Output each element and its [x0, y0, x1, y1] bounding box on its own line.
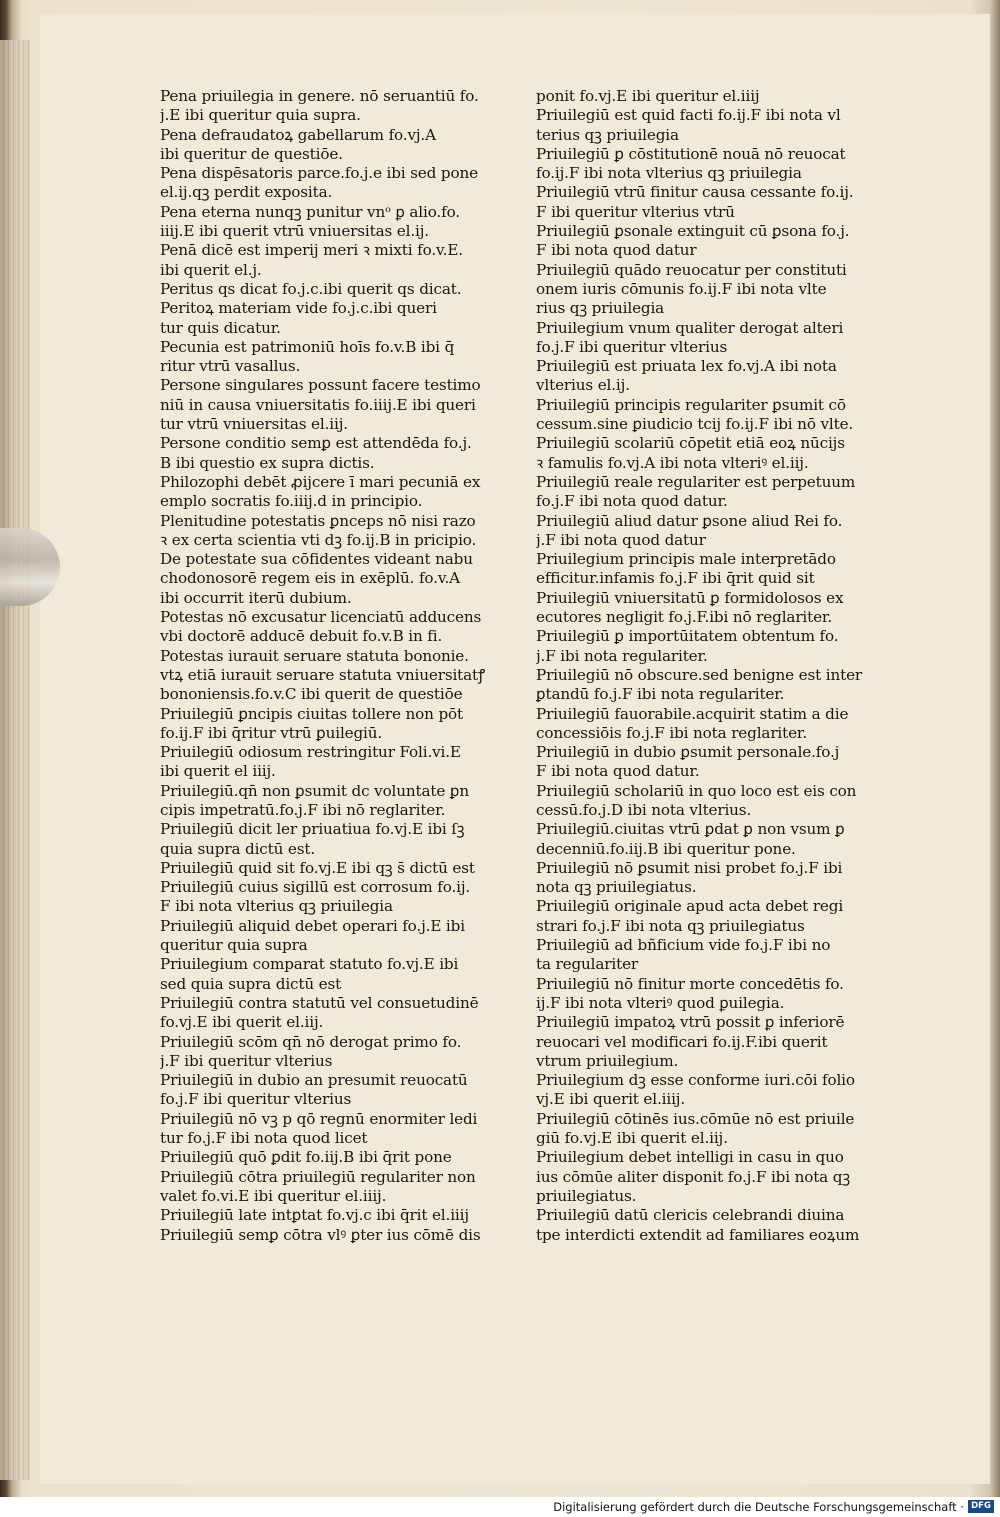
text-line: vtꝝ etiā iurauit seruare statuta vniuersitatꝭ [160, 665, 486, 684]
text-line: priuilegiatus. [536, 1186, 637, 1205]
text-line: niū in causa vniuersitatis fo.iiij.E ibi queri [160, 395, 476, 414]
text-line: Peritoꝝ materiam vide fo.j.c.ibi queri [160, 299, 437, 318]
text-line: tur quis dicatur. [160, 318, 281, 337]
text-line: Pena eterna nunqꝫ punitur vnᵒ ꝑ alio.fo. [160, 202, 460, 221]
text-line: reuocari vel modificari fo.ij.F.ibi querit [536, 1032, 828, 1051]
text-line: Priuilegiū ꝑncipis ciuitas tollere non pōt [160, 704, 464, 723]
text-line: Priuilegiū nō finitur morte concedētis fo. [536, 974, 844, 993]
text-line: Philozophi debēt ꝓijcere ī mari pecuniā ex [160, 472, 481, 491]
text-line: Priuilegiū in dubio an presumit reuocatū [160, 1071, 468, 1090]
text-line: j.F ibi nota quod datur [536, 530, 706, 549]
text-line: ibi querit el.j. [160, 260, 262, 279]
text-line: B ibi questio ex supra dictis. [160, 453, 375, 472]
text-line: Priuilegiū datū clericis celebrandi diuina [536, 1206, 845, 1225]
text-line: fo.ij.F ibi q̄ritur vtrū ꝑuilegiū. [160, 723, 383, 742]
text-line: nota qꝫ priuilegiatus. [536, 878, 697, 897]
text-line: fo.j.F ibi nota quod datur. [536, 492, 728, 511]
text-line: decenniū.fo.iij.B ibi queritur pone. [536, 839, 796, 858]
text-line: Priuilegiū scolariū cōpetit etiā eoꝝ nūcijs [536, 434, 845, 453]
text-line: Persone singulares possunt facere testimo [160, 376, 481, 395]
text-line: fo.vj.E ibi querit el.iij. [160, 1013, 324, 1032]
text-line: Priuilegiū ꝑsonale extinguit cū ꝑsona fo.j. [536, 222, 850, 241]
text-line: Priuilegiū quō ꝑdit fo.iij.B ibi q̄rit pone [160, 1148, 452, 1167]
text-line: Priuilegiū cuius sigillū est corrosum fo.ij. [160, 878, 471, 897]
text-line: rius qꝫ priuilegia [536, 299, 665, 318]
text-line: Penā dicē est imperij meri ꝛ mixti fo.v.E. [160, 241, 463, 260]
text-line: ibi occurrit iterū dubium. [160, 588, 352, 607]
text-line: Priuilegiū ad bñficium vide fo.j.F ibi no [536, 936, 831, 955]
text-line: Priuilegium principis male interpretādo [536, 550, 836, 569]
text-line: ecutores negligit fo.j.F.ibi nō reglariter. [536, 608, 833, 627]
text-line: Priuilegiū cōtra priuilegiū regulariter non [160, 1167, 476, 1186]
text-line: vlterius el.ij. [536, 376, 630, 395]
text-line: ponit fo.vj.E ibi queritur el.iiij [536, 87, 760, 105]
text-line: ꝛ ex certa scientia vti dꝫ fo.ij.B in pricipio. [160, 530, 477, 549]
text-line: iiij.E ibi querit vtrū vniuersitas el.ij. [160, 222, 429, 241]
text-line: tur fo.j.F ibi nota quod licet [160, 1129, 368, 1148]
text-line: Priuilegiū dicit ler priuatiua fo.vj.E ibi ſꝫ [160, 820, 465, 839]
text-line: tur vtrū vniuersitas el.iij. [160, 415, 348, 434]
text-line: sed quia supra dictū est [160, 974, 342, 993]
text-line: emplo socratis fo.iiij.d in principio. [160, 492, 423, 511]
text-line: ta regulariter [536, 955, 639, 974]
text-line: cipis impetratū.fo.j.F ibi nō reglariter. [160, 800, 446, 819]
text-line: Priuilegiū nō obscure.sed benigne est inter [536, 665, 863, 684]
text-line: Priuilegiū nō vꝫ p qō regnū enormiter ledi [160, 1109, 478, 1128]
text-line: Priuilegiū ꝑ cōstitutionē nouā nō reuocat [536, 144, 846, 163]
text-line: terius qꝫ priuilegia [536, 125, 679, 144]
text-line: Plenitudine potestatis ꝑnceps nō nisi razo [160, 511, 476, 530]
text-line: Potestas iurauit seruare statuta bononie. [160, 646, 469, 665]
text-line: cessum.sine ꝑiudicio tcij fo.ij.F ibi nō vlte. [536, 415, 854, 434]
footer-bar [0, 1497, 1000, 1517]
text-line: ius cōmūe aliter disponit fo.j.F ibi nota qꝫ [536, 1167, 850, 1186]
text-line: bononiensis.fo.v.C ibi querit de questiōe [160, 685, 463, 704]
text-line: Priuilegiū reale regulariter est perpetuum [536, 472, 856, 491]
text-line: Priuilegiū principis regulariter ꝑsumit cō [536, 395, 846, 414]
book-page [40, 14, 990, 1484]
text-line: Priuilegiū ꝑ importūitatem obtentum fo. [536, 627, 839, 646]
text-line: quia supra dictū est. [160, 839, 316, 858]
text-line: Priuilegiū.ciuitas vtrū ꝑdat ꝑ non vsum ꝑ [536, 820, 845, 839]
text-line: F ibi queritur vlterius vtrū [536, 202, 735, 221]
text-line: Priuilegiū est priuata lex fo.vj.A ibi nota [536, 357, 837, 376]
dfg-logo: DFG [968, 1500, 994, 1513]
text-line: tpe interdicti extendit ad familiares eoꝝum [536, 1225, 860, 1244]
text-line: Priuilegium comparat statuto fo.vj.E ibi [160, 955, 459, 974]
text-line: ibi queritur de questiōe. [160, 144, 343, 163]
text-line: ij.F ibi nota vlteriꝰ quod ꝑuilegia. [536, 993, 785, 1012]
text-line: De potestate sua cōfidentes videant nabu [160, 550, 473, 569]
text-line: cessū.fo.j.D ibi nota vlterius. [536, 800, 752, 819]
text-line: Priuilegiū impatoꝝ vtrū possit ꝑ inferiorē [536, 1013, 845, 1032]
text-line: Pecunia est patrimoniū hoīs fo.v.B ibi q̄ [160, 337, 455, 356]
left-text-column [160, 87, 505, 1245]
text-line: strari fo.j.F ibi nota qꝫ priuilegiatus [536, 916, 805, 935]
text-line: vj.E ibi querit el.iiij. [536, 1090, 686, 1109]
text-line: Priuilegiū nō ꝑsumit nisi probet fo.j.F ibi [536, 858, 843, 877]
text-line: efficitur.infamis fo.j.F ibi q̄rit quid sit [536, 569, 815, 588]
text-line: ritur vtrū vasallus. [160, 357, 301, 376]
page-edges [0, 40, 30, 1480]
text-line: ꝛ famulis fo.vj.A ibi nota vlteriꝰ el.iij. [536, 453, 809, 472]
text-line: j.E ibi queritur quia supra. [160, 106, 361, 125]
text-line: queritur quia supra [160, 936, 308, 955]
footer-credit: Digitalisierung gefördert durch die Deutsche Forschungsgemeinschaft · [553, 1500, 964, 1514]
text-line: j.F ibi queritur vlterius [160, 1051, 333, 1070]
text-line: vtrum priuilegium. [536, 1051, 679, 1070]
text-line: el.ij.qꝫ perdit exposita. [160, 183, 333, 202]
text-line: vbi doctorē adducē debuit fo.v.B in fi. [160, 627, 443, 646]
text-line: ꝑtandū fo.j.F ibi nota regulariter. [536, 685, 785, 704]
text-line: F ibi nota vlterius qꝫ priuilegia [160, 897, 393, 916]
text-line: fo.j.F ibi queritur vlterius [536, 337, 728, 356]
text-line: Priuilegium debet intelligi in casu in quo [536, 1148, 844, 1167]
text-line: Priuilegiū vtrū finitur causa cessante fo.ij. [536, 183, 854, 202]
text-line: Priuilegiū quādo reuocatur per constituti [536, 260, 847, 279]
text-line: Priuilegium vnum qualiter derogat alteri [536, 318, 844, 337]
text-line: onem iuris cōmunis fo.ij.F ibi nota vlte [536, 279, 827, 298]
right-text-column [536, 87, 891, 1245]
text-line: Priuilegiū aliud datur ꝑsone aliud Rei fo. [536, 511, 843, 530]
text-line: Priuilegiū originale apud acta debet regi [536, 897, 844, 916]
text-line: Priuilegiū quid sit fo.vj.E ibi qꝫ s̄ dictū est [160, 858, 475, 877]
text-line: Priuilegiū fauorabile.acquirit statim a die [536, 704, 849, 723]
text-line: Priuilegiū contra statutū vel consuetudinē [160, 993, 479, 1012]
text-line: Pena dispēsatoris parce.fo.j.e ibi sed pone [160, 164, 478, 183]
text-line: Priuilegiū late intꝑtat fo.vj.c ibi q̄rit el.iiij [160, 1206, 469, 1225]
text-line: Persone conditio semꝑ est attendēda fo.j. [160, 434, 472, 453]
text-line: Priuilegiū odiosum restringitur Foli.vi.E [160, 743, 461, 762]
text-line: Priuilegiū scholariū in quo loco est eis con [536, 781, 857, 800]
text-line: Priuilegiū vniuersitatū ꝑ formidolosos ex [536, 588, 844, 607]
text-line: concessiōis fo.j.F ibi nota reglariter. [536, 723, 808, 742]
text-line: giū fo.vj.E ibi querit el.iij. [536, 1129, 728, 1148]
text-line: Priuilegiū est quid facti fo.ij.F ibi nota vl [536, 106, 841, 125]
text-line: Priuilegiū aliquid debet operari fo.j.E ibi [160, 916, 465, 935]
text-line: ibi querit el iiij. [160, 762, 276, 781]
text-line: chodonosorē regem eis in exēplū. fo.v.A [160, 569, 460, 588]
text-line: fo.j.F ibi queritur vlterius [160, 1090, 352, 1109]
text-line: j.F ibi nota regulariter. [536, 646, 708, 665]
text-line: Priuilegiū cōtinēs ius.cōmūe nō est priuile [536, 1109, 855, 1128]
text-line: F ibi nota quod datur. [536, 762, 700, 781]
text-line: Priuilegiū scōm qn̄ nō derogat primo fo. [160, 1032, 462, 1051]
text-line: Priuilegium dꝫ esse conforme iuri.cōi folio [536, 1071, 855, 1090]
text-line: fo.ij.F ibi nota vlterius qꝫ priuilegia [536, 164, 802, 183]
text-line: Priuilegiū in dubio ꝑsumit personale.fo.j [536, 743, 840, 762]
text-line: Priuilegiū.qn̄ non ꝑsumit dc voluntate ꝑn [160, 781, 469, 800]
text-line: Pena defraudatoꝝ gabellarum fo.vj.A [160, 125, 436, 144]
text-line: Potestas nō excusatur licenciatū adducens [160, 608, 482, 627]
text-line: F ibi nota quod datur [536, 241, 697, 260]
text-line: Peritus qs dicat fo.j.c.ibi querit qs dicat. [160, 279, 462, 298]
text-line: Pena priuilegia in genere. nō seruantiū fo. [160, 87, 479, 105]
text-line: Priuilegiū semꝑ cōtra vlꝰ ꝑter ius cōmē dis [160, 1225, 481, 1244]
text-line: valet fo.vi.E ibi queritur el.iiij. [160, 1186, 387, 1205]
